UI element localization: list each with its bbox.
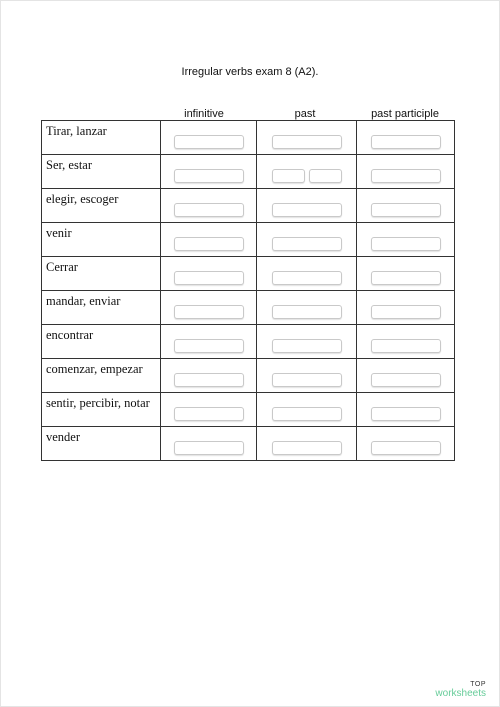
row-label: venir [42, 223, 161, 257]
answer-input-infinitive[interactable] [174, 169, 244, 183]
answer-input-past[interactable] [272, 203, 342, 217]
answer-input-infinitive[interactable] [174, 203, 244, 217]
answer-input-past[interactable] [272, 237, 342, 251]
page-title: Irregular verbs exam 8 (A2). [181, 66, 319, 78]
verbs-table [41, 120, 455, 461]
column-header-infinitive: infinitive [184, 108, 224, 120]
answer-input-past[interactable] [272, 441, 342, 455]
answer-input-past[interactable] [272, 407, 342, 421]
row-label: sentir, percibir, notar [42, 393, 161, 427]
answer-input-past-participle[interactable] [371, 169, 441, 183]
logo-top-text: TOP [470, 681, 486, 688]
answer-input-past-participle[interactable] [371, 203, 441, 217]
answer-input-infinitive[interactable] [174, 237, 244, 251]
row-label: elegir, escoger [42, 189, 161, 223]
column-header-past-participle: past participle [371, 108, 439, 120]
topworksheets-logo[interactable] [435, 681, 486, 699]
answer-input-infinitive[interactable] [174, 305, 244, 319]
row-label: mandar, enviar [42, 291, 161, 325]
answer-input-infinitive[interactable] [174, 271, 244, 285]
row-label: Ser, estar [42, 155, 161, 189]
answer-input-past-participle[interactable] [371, 305, 441, 319]
answer-input-past[interactable] [272, 271, 342, 285]
row-label: Cerrar [42, 257, 161, 291]
answer-input-past[interactable] [272, 339, 342, 353]
row-label: encontrar [42, 325, 161, 359]
table-row [42, 223, 455, 257]
table-row [42, 155, 455, 189]
answer-input-infinitive[interactable] [174, 373, 244, 387]
answer-input-past[interactable] [272, 373, 342, 387]
answer-input-past-participle[interactable] [371, 441, 441, 455]
answer-input-past-participle[interactable] [371, 407, 441, 421]
row-label: comenzar, empezar [42, 359, 161, 393]
answer-input-infinitive[interactable] [174, 407, 244, 421]
answer-input-infinitive[interactable] [174, 339, 244, 353]
answer-input-past-2[interactable] [309, 169, 342, 183]
answer-input-past-participle[interactable] [371, 373, 441, 387]
table-row [42, 121, 455, 155]
row-label: vender [42, 427, 161, 461]
answer-input-infinitive[interactable] [174, 441, 244, 455]
table-row [42, 393, 455, 427]
answer-input-past[interactable] [272, 305, 342, 319]
answer-input-past-participle[interactable] [371, 135, 441, 149]
answer-input-past[interactable] [272, 135, 342, 149]
table-row [42, 359, 455, 393]
table-row [42, 427, 455, 461]
table-row [42, 325, 455, 359]
answer-input-past-participle[interactable] [371, 237, 441, 251]
table-row [42, 291, 455, 325]
answer-input-past-participle[interactable] [371, 339, 441, 353]
answer-input-past-1[interactable] [272, 169, 305, 183]
answer-input-past-participle[interactable] [371, 271, 441, 285]
column-header-past: past [294, 108, 316, 120]
row-label: Tirar, lanzar [42, 121, 161, 155]
answer-input-infinitive[interactable] [174, 135, 244, 149]
logo-worksheets-text: worksheets [435, 688, 486, 699]
table-row [42, 189, 455, 223]
table-row [42, 257, 455, 291]
